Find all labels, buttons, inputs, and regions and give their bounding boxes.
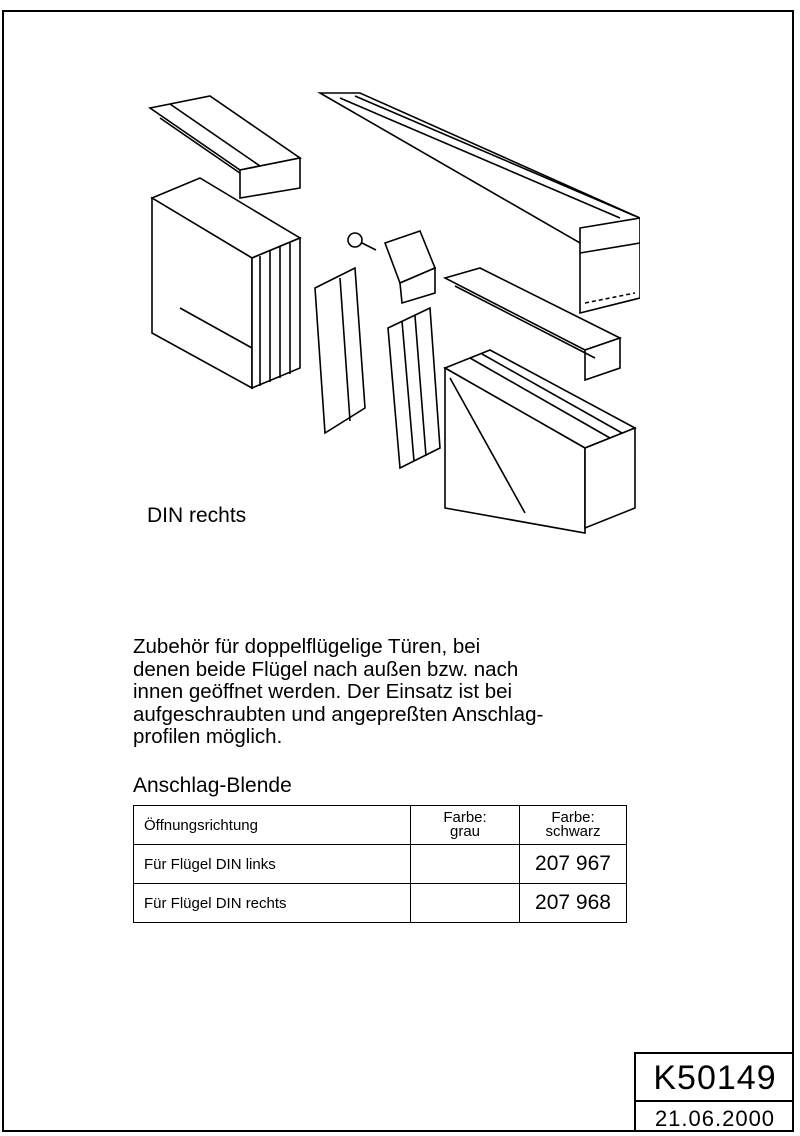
- row-grey: [411, 884, 520, 923]
- header-black-line1: Farbe:: [551, 809, 595, 826]
- bracket: [385, 231, 435, 303]
- article-table: [133, 805, 627, 923]
- description-line: innen geöffnet werden. Der Einsatz ist bei: [133, 680, 513, 704]
- description-line: Zubehör für doppelflügelige Türen, bei: [133, 635, 481, 658]
- description-line: denen beide Flügel nach außen bzw. nach: [133, 657, 519, 681]
- document-code: K50149: [636, 1054, 794, 1102]
- header-black-line2: schwarz: [545, 823, 601, 840]
- header-grey: [411, 806, 520, 845]
- cover-strip: [315, 268, 365, 433]
- row-direction: Für Flügel DIN rechts: [134, 884, 411, 923]
- right-leaf: [445, 350, 635, 533]
- left-leaf: [152, 178, 300, 388]
- document-date: 21.06.2000: [654, 1106, 776, 1131]
- table-title: Anschlag-Blende: [133, 774, 292, 797]
- header-grey-line2: grau: [449, 823, 481, 840]
- table-header-row: [134, 806, 627, 845]
- table-row: [134, 845, 627, 884]
- row-grey: [411, 845, 520, 884]
- description-text: [133, 636, 633, 749]
- header-grey-line1: Farbe:: [443, 809, 487, 826]
- header-direction: Öffnungsrichtung: [134, 806, 411, 845]
- table-row: [134, 884, 627, 923]
- upper-left-profile: [150, 96, 300, 198]
- row-black-number: 207 968: [520, 884, 627, 923]
- drawing-caption: DIN rechts: [147, 504, 247, 527]
- row-black-number: 207 967: [520, 845, 627, 884]
- description-line: profilen möglich.: [133, 725, 283, 749]
- screw: [348, 233, 376, 250]
- row-direction: Für Flügel DIN links: [134, 845, 411, 884]
- title-block: [634, 1052, 794, 1132]
- header-black: [520, 806, 627, 845]
- profile-assembly-drawing: [140, 88, 640, 538]
- stop-profile: [388, 308, 440, 468]
- description-line: aufgeschraubten und angepreßten Anschlag-: [133, 702, 544, 726]
